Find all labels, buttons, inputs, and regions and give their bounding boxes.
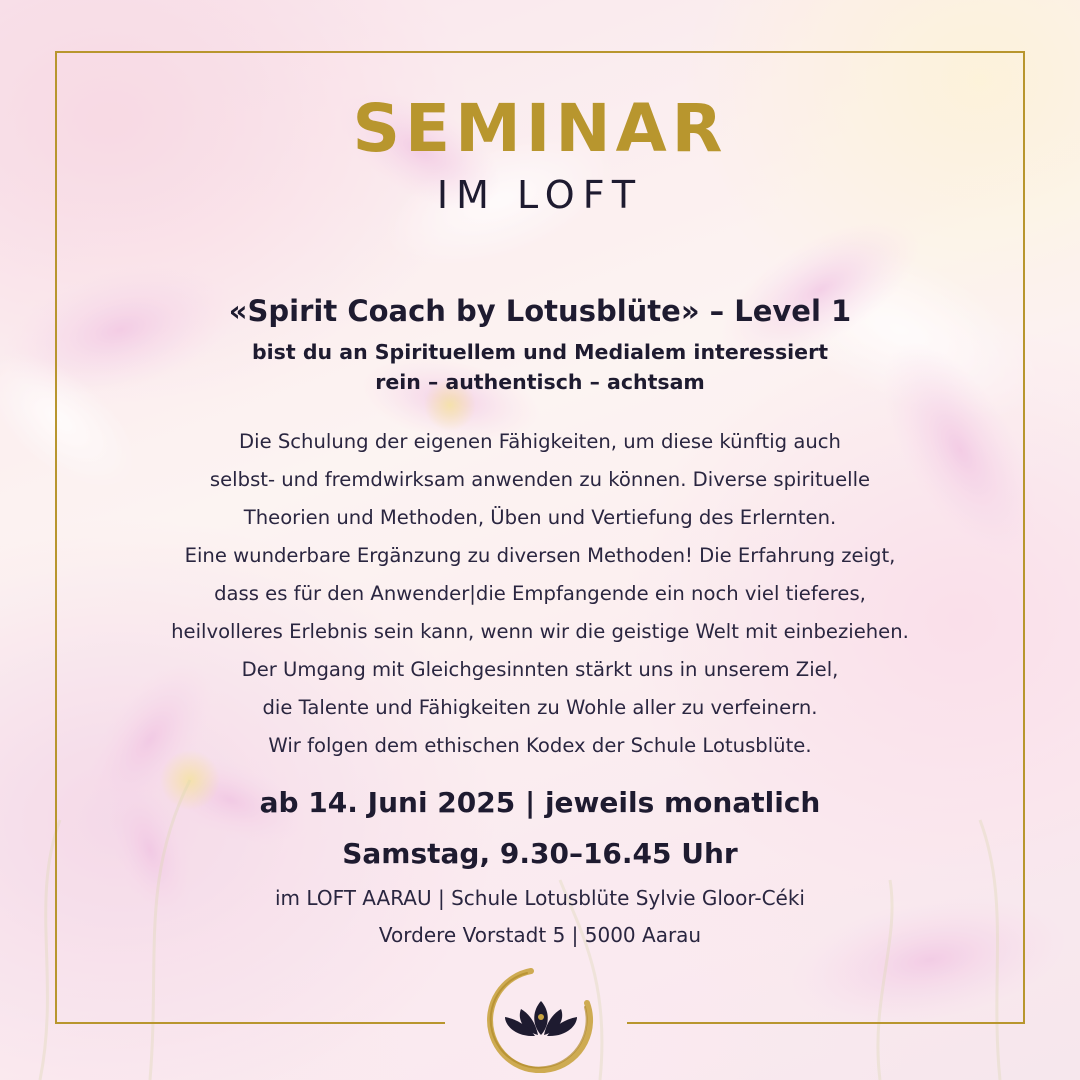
description-line: Der Umgang mit Gleichgesinnten stärkt uns in unserem Ziel, [241,658,839,681]
description-line: Eine wunderbare Ergänzung zu diversen Methoden! Die Erfahrung zeigt, [184,544,896,567]
description-line: heilvolleres Erlebnis sein kann, wenn wir die geistige Welt mit einbeziehen. [171,620,909,643]
frame-border-right [1023,51,1025,1024]
description-line: Theorien und Methoden, Üben und Vertiefung des Erlernten. [243,506,837,529]
course-tagline-interest: bist du an Spirituellem und Medialem interessiert [251,340,828,364]
description-line: die Talente und Fähigkeiten zu Wohle aller zu verfeinern. [262,696,818,719]
description-line: selbst- und fremdwirksam anwenden zu können. Diverse spirituelle [209,468,871,491]
page-subtitle: IM LOFT [436,173,644,217]
description-line: dass es für den Anwender|die Empfangende ein noch viel tieferes, [214,582,866,605]
frame-border-bottom-right [627,1022,1025,1024]
schedule-date: ab 14. Juni 2025 | jeweils monatlich [259,786,821,819]
description-line: Die Schulung der eigenen Fähigkeiten, um diese künftig auch [239,430,841,453]
course-description [57,423,1023,765]
schedule-time: Samstag, 9.30–16.45 Uhr [342,837,738,870]
frame-border-top [55,51,1025,53]
course-title: «Spirit Coach by Lotusblüte» – Level 1 [228,294,852,328]
lotus-enso-logo-icon [468,963,618,1073]
frame-border-bottom-left [55,1022,445,1024]
location-address: Vordere Vorstadt 5 | 5000 Aarau [378,923,702,947]
course-tagline-values: rein – authentisch – achtsam [375,370,705,394]
page-title: SEMINAR [352,90,728,167]
description-line: Wir folgen dem ethischen Kodex der Schule Lotusblüte. [268,734,812,757]
location-venue: im LOFT AARAU | Schule Lotusblüte Sylvie Gloor-Céki [275,886,805,910]
